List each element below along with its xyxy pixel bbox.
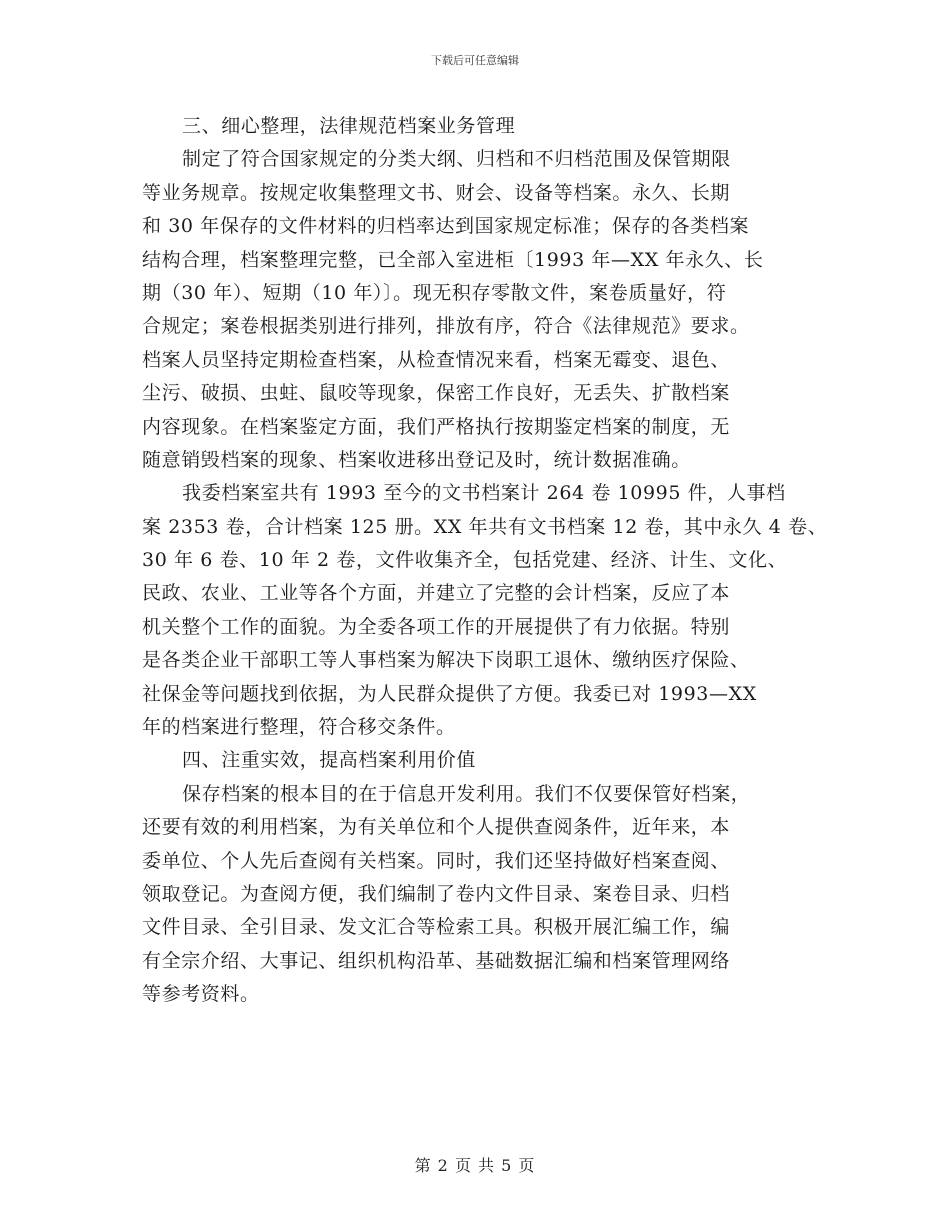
- paragraph-line: 文件目录、全引目录、发文汇合等检索工具。积极开展汇编工作，编: [142, 916, 731, 939]
- paragraph-line: 有全宗介绍、大事记、组织机构沿革、基础数据汇编和档案管理网络: [142, 949, 731, 972]
- paragraph-line: 等业务规章。按规定收集整理文书、财会、设备等档案。永久、长期: [142, 181, 731, 204]
- paragraph-line: 社保金等问题找到依据，为人民群众提供了方便。我委已对 1993—XX: [142, 682, 757, 705]
- paragraph-line: 是各类企业干部职工等人事档案为解决下岗职工退休、缴纳医疗保险、: [142, 649, 750, 672]
- section-heading-3: 三、细心整理，法律规范档案业务管理: [182, 115, 516, 137]
- paragraph-line: 保存档案的根本目的在于信息开发利用。我们不仅要保管好档案，: [182, 782, 751, 805]
- paragraph-line: 内容现象。在档案鉴定方面，我们严格执行按期鉴定档案的制度，无: [142, 415, 731, 438]
- paragraph-line: 年的档案进行整理，符合移交条件。: [142, 716, 456, 739]
- paragraph-line: 机关整个工作的面貌。为全委各项工作的开展提供了有力依据。特别: [142, 615, 731, 638]
- paragraph-line: 档案人员坚持定期检查档案，从检查情况来看，档案无霉变、退色、: [142, 348, 731, 371]
- page-number-footer: 第 2 页 共 5 页: [414, 1156, 536, 1175]
- paragraph-line: 委单位、个人先后查阅有关档案。同时，我们还坚持做好档案查阅、: [142, 849, 731, 872]
- page-header: 下载后可任意编辑: [431, 54, 519, 67]
- paragraph-line: 等参考资料。: [142, 983, 260, 1006]
- paragraph-line: 结构合理，档案整理完整，已全部入室进柜〔1993 年—XX 年永久、长: [142, 248, 764, 271]
- paragraph-line: 案 2353 卷，合计档案 125 册。XX 年共有文书档案 12 卷，其中永久 4 卷、: [142, 515, 828, 538]
- paragraph-line: 期（30 年）、短期（10 年）〕。现无积存零散文件，案卷质量好，符: [142, 281, 727, 304]
- paragraph-line: 还要有效的利用档案，为有关单位和个人提供查阅条件，近年来，本: [142, 816, 731, 839]
- paragraph-line: 和 30 年保存的文件材料的归档率达到国家规定标准；保存的各类档案: [142, 215, 750, 238]
- document-body: [142, 110, 832, 1012]
- paragraph-line: 随意销毁档案的现象、档案收进移出登记及时，统计数据准确。: [142, 448, 691, 471]
- paragraph-line: 领取登记。为查阅方便，我们编制了卷内文件目录、案卷目录、归档: [142, 882, 731, 905]
- paragraph-line: 制定了符合国家规定的分类大纲、归档和不归档范围及保管期限: [182, 148, 731, 171]
- section-heading-4: 四、注重实效，提高档案利用价值: [182, 749, 477, 772]
- paragraph-line: 民政、农业、工业等各个方面，并建立了完整的会计档案，反应了本: [142, 582, 731, 605]
- paragraph-line: 我委档案室共有 1993 至今的文书档案计 264 卷 10995 件，人事档: [182, 482, 786, 505]
- paragraph-line: 30 年 6 卷、10 年 2 卷，文件收集齐全，包括党建、经济、计生、文化、: [142, 549, 788, 572]
- paragraph-line: 合规定；案卷根据类别进行排列，排放有序，符合《法律规范》要求。: [142, 315, 750, 338]
- paragraph-line: 尘污、破损、虫蛀、鼠咬等现象，保密工作良好，无丢失、扩散档案: [142, 382, 731, 405]
